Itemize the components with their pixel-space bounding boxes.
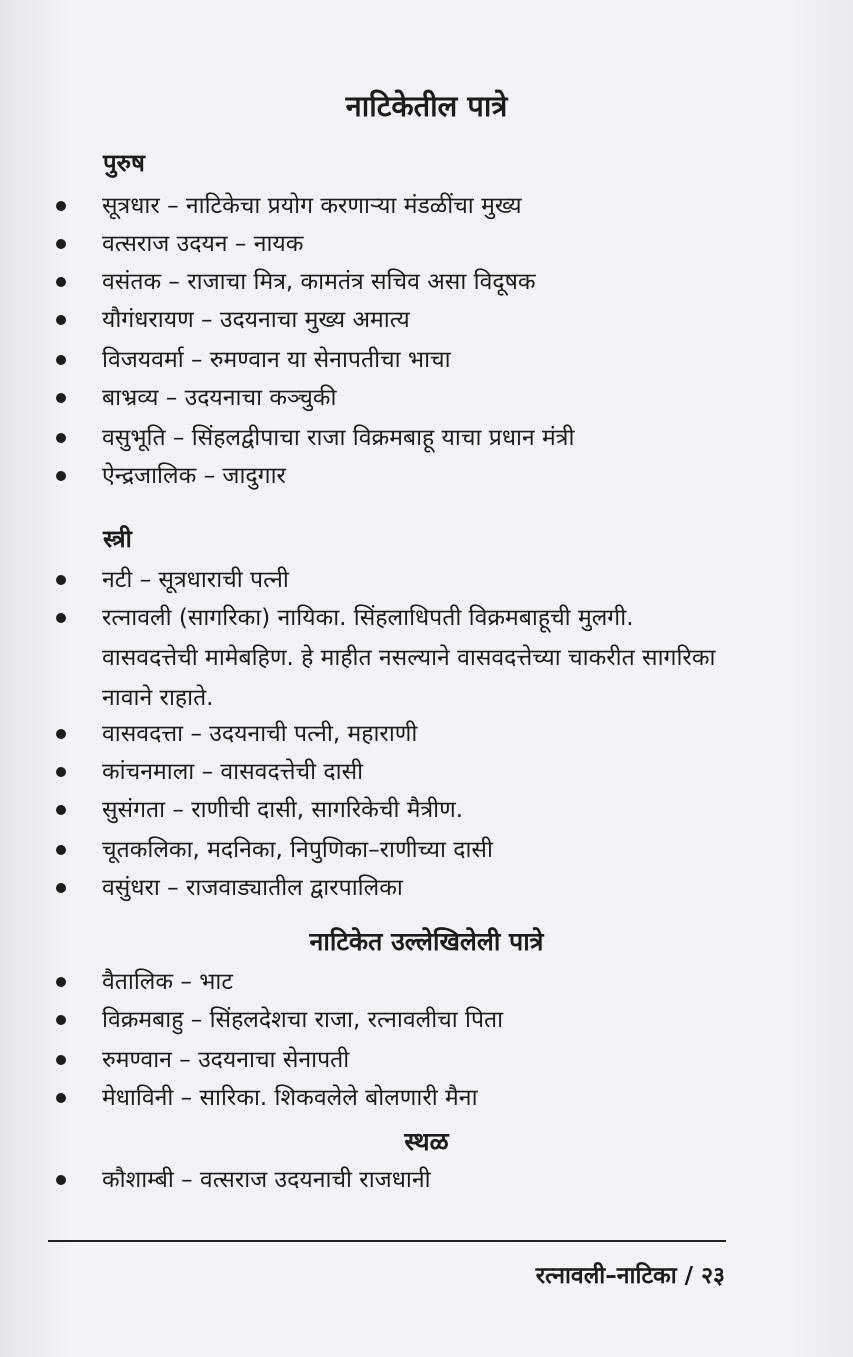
page-title: नाटिकेतील पात्रे: [345, 89, 508, 123]
bullet-icon: [56, 805, 66, 815]
bullet-icon: [56, 977, 66, 987]
bullet-icon: [56, 575, 66, 585]
bullet-icon: [56, 201, 66, 211]
female-heading: स्त्री: [103, 525, 132, 553]
bullet-icon: [56, 277, 66, 287]
bullet-icon: [56, 1093, 66, 1103]
bullet-icon: [56, 1055, 66, 1065]
bullet-icon: [56, 767, 66, 777]
bullet-icon: [56, 613, 66, 623]
mentioned-heading: नाटिकेत उल्लेखिलेली पात्रे: [309, 927, 544, 956]
bullet-icon: [56, 729, 66, 739]
bullet-icon: [56, 845, 66, 855]
bullet-icon: [56, 433, 66, 443]
list-item: रत्नावली (सागरिका) नायिका. सिंहलाधिपती विक्रमबाहूची मुलगी. वासवदत्तेची मामेबहिण. हे माहीत नसल्याने वासवदत्तेच्या चाकरीत सागरिका नावाने राहाते.: [56, 598, 746, 718]
place-heading: स्थळ: [404, 1127, 449, 1156]
page-footer: रत्नावली–नाटिका / २३: [535, 1263, 725, 1289]
bullet-icon: [56, 315, 66, 325]
footer-divider: [48, 1240, 726, 1242]
bullet-icon: [56, 393, 66, 403]
bullet-icon: [56, 883, 66, 893]
book-page: नाटिकेतील पात्रे पुरुष सूत्रधार – नाटिकेचा प्रयोग करणाऱ्या मंडळींचा मुख्य वत्सराज उदयन – नायक वसंतक – राजाचा मित्र, कामतंत्र सचिव असा विदूषक यौगंधरायण – उदयनाचा मुख्य अमात्य विजयवर्मा – रुमण्वान या सेनापतीचा भाचा बाभ्रव्य – उदयनाचा कञ्चुकी वसुभूति – सिंहलद्वीपाचा राजा विक्रमबाहू याचा प्रधान मंत्री ऐन्द्रजालिक – जादुगार स्त्री नटी – सूत्रधाराची पत्नी रत्नावली (सागरिका) नायिका. सिंहलाधिपती विक्रमबाहूची मुलगी. वासवदत्तेची मामेबहिण. हे माहीत नसल्याने वासवदत्तेच्या चाकरीत सागरिका नावाने राहाते. वासवदत्ता – उदयनाची पत्नी, महाराणी कांचनमाला – वासवदत्तेची दासी सुसंगता – राणीची दासी, सागरिकेची मैत्रीण. चूतकलिका, मदनिका, निपुणिका–राणीच्या दासी वसुंधरा – राजवाड्यातील द्वारपालिका नाटिकेत उल्लेखिलेली पात्रे वैतालिक – भाट विक्रमबाहु – सिंहलदेशचा राजा, रत्नावलीचा पिता रुमण्वान – उदयनाचा सेनापती मेधाविनी – सारिका. शिकवलेले बोलणारी मैना स्थळ कौशाम्बी – वत्सराज उदयनाची राजधानी रत्नावली–नाटिका / २३: [0, 0, 853, 1357]
bullet-icon: [56, 1175, 66, 1185]
bullet-icon: [56, 471, 66, 481]
bullet-icon: [56, 355, 66, 365]
bullet-icon: [56, 1015, 66, 1025]
male-heading: पुरुष: [103, 149, 145, 177]
bullet-icon: [56, 239, 66, 249]
